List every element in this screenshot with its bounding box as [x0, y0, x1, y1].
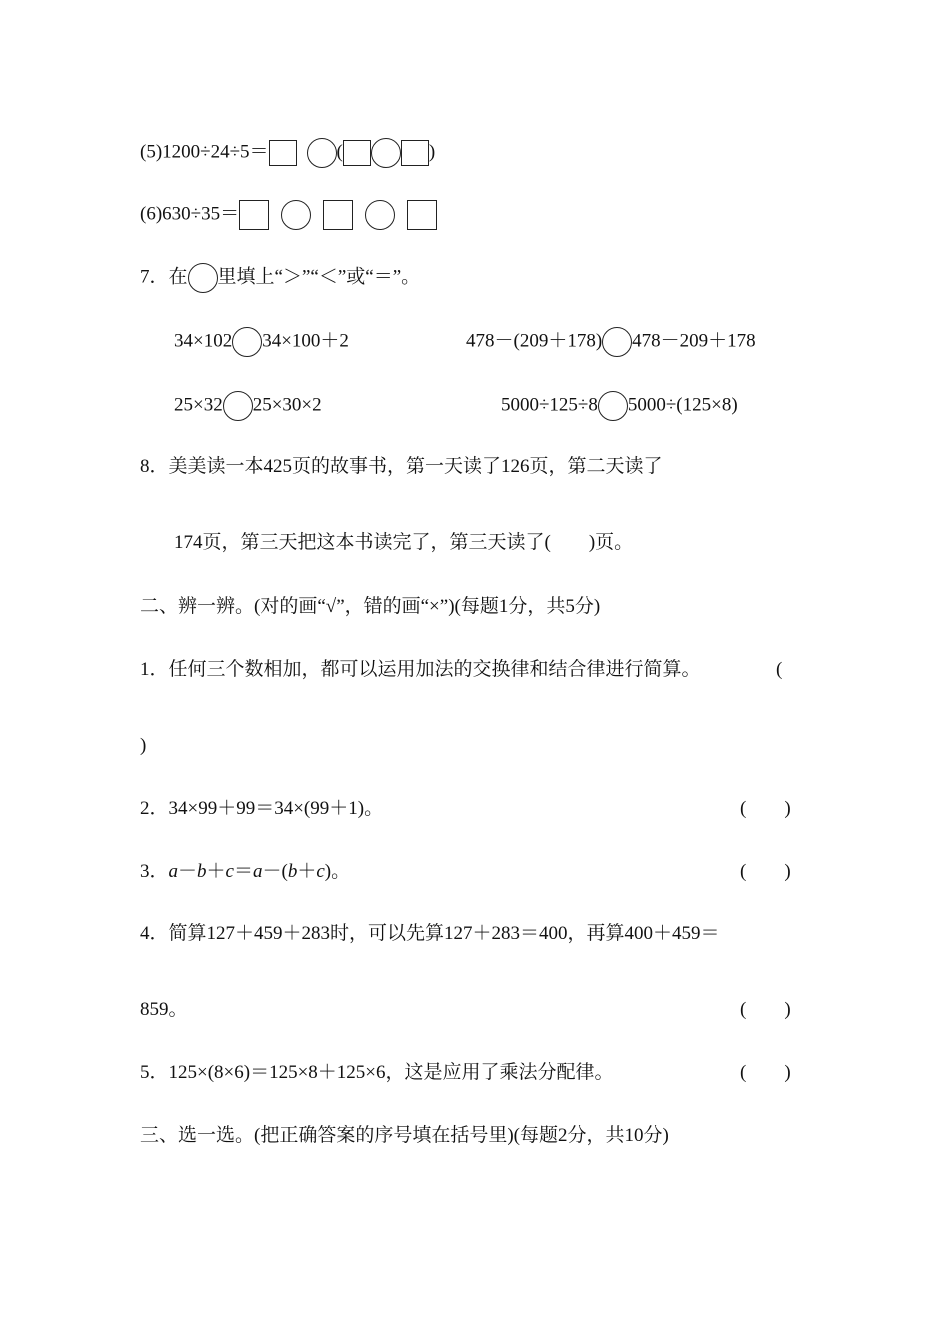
var-b: b [287, 861, 298, 882]
q5-open-paren: ( [336, 141, 343, 163]
q6-label: (6)630÷35＝ [140, 203, 240, 225]
section2-title: 二、辨一辨。(对的画“√”，错的画“×”)(每题1分，共5分) [140, 596, 601, 617]
var-c: c [225, 861, 234, 882]
q5-label: (5)1200÷24÷5＝ [140, 141, 269, 163]
answer-paren[interactable]: ( ) [740, 1062, 791, 1083]
s2-q2-text: 2．34×99＋99＝34×(99＋1)。 [140, 798, 384, 819]
close-paren: )。 [324, 861, 351, 882]
plus: ＋ [297, 861, 317, 882]
q7-b-right: 478－209＋178 [632, 330, 756, 352]
answer-box[interactable] [407, 200, 437, 230]
minus-paren: －( [262, 861, 288, 882]
compare-circle[interactable] [223, 391, 253, 421]
section3-title: 三、选一选。(把正确答案的序号填在括号里)(每题2分，共10分) [140, 1125, 669, 1146]
answer-box[interactable] [323, 200, 353, 230]
q7-c-right: 25×30×2 [252, 394, 322, 416]
s2-q1-close-paren[interactable]: ) [140, 735, 147, 756]
q8-line2: 174页，第三天把这本书读完了，第三天读了( )页。 [174, 532, 634, 553]
answer-box[interactable] [401, 140, 429, 166]
compare-circle[interactable] [232, 327, 262, 357]
s2-q3-text [140, 860, 350, 884]
var-c: c [316, 861, 325, 882]
q7-item-c [174, 391, 322, 421]
s2-q5-text: 5．125×(8×6)＝125×8＋125×6，这是应用了乘法分配律。 [140, 1062, 614, 1083]
var-a: a [253, 861, 263, 882]
plus: ＋ [206, 861, 226, 882]
q7-item-b [466, 327, 756, 357]
q5-close-paren: ) [428, 141, 436, 163]
answer-box[interactable] [239, 200, 269, 230]
var-b: b [197, 861, 207, 882]
q5-row [140, 138, 435, 168]
s2-q4-line2: 859。 [140, 999, 188, 1020]
operator-circle[interactable] [371, 138, 401, 168]
q7-item-a [174, 327, 349, 357]
q7-a-left: 34×102 [174, 330, 233, 352]
q8-line1: 8．美美读一本425页的故事书，第一天读了126页，第二天读了 [140, 456, 663, 477]
q7-d-left: 5000÷125÷8 [501, 394, 598, 416]
answer-paren[interactable]: ( ) [740, 861, 791, 882]
answer-box[interactable] [269, 140, 297, 166]
answer-paren[interactable]: ( ) [740, 999, 791, 1020]
minus: － [178, 861, 198, 882]
s2-q1-open-paren[interactable]: ( [776, 659, 783, 680]
compare-circle[interactable] [602, 327, 632, 357]
compare-circle[interactable] [598, 391, 628, 421]
q7-b-left: 478－(209＋178) [466, 330, 603, 352]
q7-c-left: 25×32 [174, 394, 223, 416]
q7-title [140, 263, 420, 293]
q7-pre: 在 [168, 266, 188, 288]
q6-row [140, 200, 437, 230]
operator-circle[interactable] [281, 200, 311, 230]
var-a: a [168, 861, 179, 882]
operator-circle[interactable] [365, 200, 395, 230]
s2-q3-num: 3． [140, 861, 169, 882]
q7-item-d [501, 391, 738, 421]
q7-post: 里填上“＞”“＜”或“＝”。 [217, 266, 421, 288]
q7-num: 7． [140, 266, 169, 288]
circle-icon [188, 263, 218, 293]
equals: ＝ [233, 861, 253, 882]
s2-q1-text: 1．任何三个数相加，都可以运用加法的交换律和结合律进行简算。 [140, 659, 701, 680]
q7-d-right: 5000÷(125×8) [627, 394, 738, 416]
q7-a-right: 34×100＋2 [262, 330, 349, 352]
s2-q4-line1: 4．简算127＋459＋283时，可以先算127＋283＝400，再算400＋459＝ [140, 923, 720, 944]
operator-circle[interactable] [307, 138, 337, 168]
answer-box[interactable] [343, 140, 371, 166]
answer-paren[interactable]: ( ) [740, 798, 791, 819]
